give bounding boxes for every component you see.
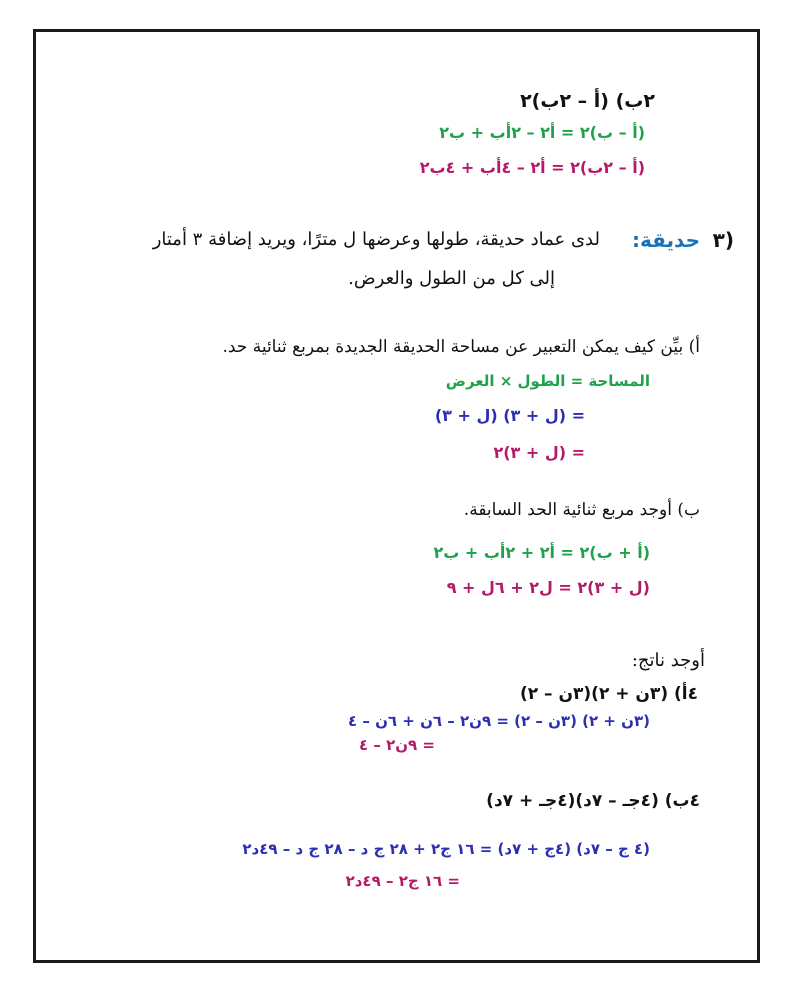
- q3-text-line-1: لدى عماد حديقة، طولها وعرضها ل مترًا، ويريد إضافة ٣ أمتار: [152, 229, 600, 250]
- q4b-step-1: (٤ ج – ٧د) (٤ج + ٧د) = ١٦ ج٢ + ٢٨ ج د – ٢٨ ج د – ٤٩د٢: [242, 840, 650, 858]
- q4a-title: ٤أ) (٣ن + ٢)(٣ن – ٢): [519, 684, 698, 704]
- q3a-area-formula: المساحة = الطول × العرض: [445, 372, 650, 390]
- q3-number: ٣): [712, 228, 734, 252]
- q4a-step-2: = ٩ن٢ – ٤: [358, 736, 435, 754]
- q3a-step-2: = (ل + ٣)٢: [493, 443, 585, 462]
- q3b-answer: (ل + ٣)٢ = ل٢ + ٦ل + ٩: [446, 578, 650, 597]
- q2b-rule: (أ – ب)٢ = أ٢ – ٢أب + ب٢: [439, 123, 645, 142]
- q3b-question: ب) أوجد مربع ثنائية الحد السابقة.: [463, 500, 700, 520]
- q4b-step-2: = ١٦ ج٢ – ٤٩د٢: [345, 872, 460, 890]
- q3a-step-1: = (ل + ٣) (ل + ٣): [434, 406, 585, 425]
- q3a-question: أ) بيِّن كيف يمكن التعبير عن مساحة الحديقة الجديدة بمربع ثنائية حد.: [222, 337, 700, 357]
- q3-keyword: حديقة:: [632, 228, 700, 252]
- find-product-heading: أوجد ناتج:: [631, 650, 705, 671]
- q4b-title: ٤ب) (٤جـ – ٧د)(٤جـ + ٧د): [486, 791, 700, 811]
- q3b-rule: (أ + ب)٢ = أ٢ + ٢أب + ب٢: [433, 543, 650, 562]
- q4a-step-1: (٣ن + ٢) (٣ن – ٢) = ٩ن٢ – ٦ن + ٦ن – ٤: [348, 712, 650, 730]
- q3-text-line-2: إلى كل من الطول والعرض.: [348, 268, 555, 289]
- q2b-answer: (أ – ٢ب)٢ = أ٢ – ٤أب + ٤ب٢: [419, 158, 645, 177]
- q2b-title: ٢ب) (أ – ٢ب)٢: [520, 90, 655, 112]
- page-frame: [33, 29, 760, 963]
